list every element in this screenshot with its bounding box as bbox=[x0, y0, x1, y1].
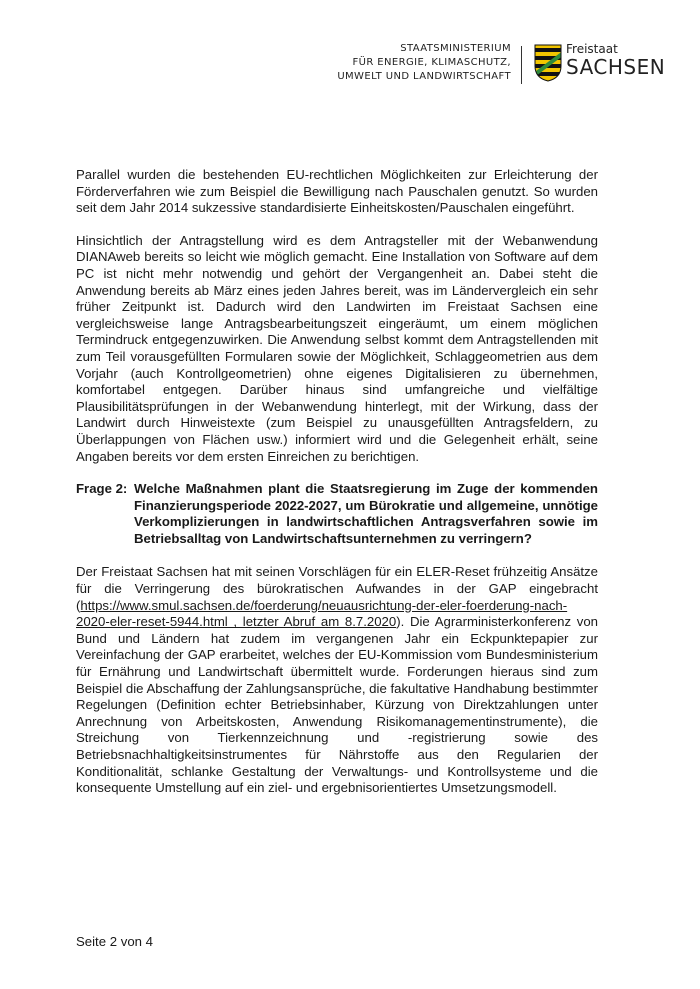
ministry-line-2: FÜR ENERGIE, KLIMASCHUTZ, bbox=[352, 57, 511, 68]
saxony-crest-icon bbox=[534, 44, 562, 82]
paragraph-2: Hinsichtlich der Antragstellung wird es dem Antragsteller mit der Webanwendung DIANAweb bereits so leicht wie möglich gemacht. Eine Installation von Software auf dem PC ist nicht mehr notwendig und gehört der Vergangenheit an. Dabei steht die Anwendung bereits ab März eines jeden Jahres bereit, was im Ländervergleich ein sehr früher Zeitpunkt ist. Dadurch wird den Landwirten im Freistaat Sachsen eine vergleichsweise lange Antragsbearbeitungszeit eingeräumt, um einem möglichen Termindruck entgegenzuwirken. Die Anwendung selbst kommt dem Antragstellenden mit zum Teil vorausgefüllten Formularen sowie der Möglichkeit, Schlaggeometrien aus dem Vorjahr (auch Kontrollgeometrien) ohne eigenes Digitalisieren zu übernehmen, komfortabel entgegen. Darüber hinaus sind umfangreiche und vielfältige Plausibilitätsprüfungen in der Webanwendung hinterlegt, mit der Wirkung, dass der Landwirt durch Hinweistexte (zum Beispiel zu unausgefüllten Antragsfeldern, zu Überlappungen von Flächen usw.) informiert wird und die Gelegenheit erhält, seine Angaben bereits vor dem ersten Einreichen zu berichtigen. bbox=[76, 232, 598, 464]
brand-main: SACHSEN bbox=[566, 55, 666, 79]
page-number: Seite 2 von 4 bbox=[76, 934, 153, 949]
brand-top: Freistaat bbox=[566, 42, 618, 56]
document-body bbox=[76, 167, 598, 797]
ministry-name bbox=[337, 42, 511, 84]
paragraph-3-end: ). Die Agrarministerkonferenz von Bund und Ländern hat zudem im vergangenen Jahr ein Eckpunktepapier zur Vereinfachung der GAP erarbeitet, welches der EU-Kommission vom Bundesministerium für Ernährung und Landwirtschaft übermittelt wurde. Forderungen hieraus sind zum Beispiel die Abschaffung der Zahlungsansprüche, die fakultative Handhabung bestimmter Regelungen (Definition echter Betriebsinhaber, Kürzung von Direktzahlungen unter Anrechnung von Arbeitskosten, Anwendung Risikomanagementinstrumente), die Streichung von Tierkennzeichnung und -registrierung sowie des Betriebsnachhaltigkeitsinstrumentes für Nährstoffe aus den Regularien der Konditionalität, schlanke Gestaltung der Verwaltungs- und Kontrollsysteme und die konsequente Umstellung auf ein ziel- und ergebnisorientiertes Umsetzungsmodell. bbox=[76, 614, 598, 796]
source-link[interactable]: https://www.smul.sachsen.de/foerderung/neuausrichtung-der-eler-foerderung-nach-2020-eler-reset-5944.html , letzter Abruf am 8.7.2020 bbox=[76, 597, 568, 630]
brand-wordmark bbox=[566, 42, 665, 78]
question-text: Welche Maßnahmen plant die Staatsregierung im Zuge der kommenden Finanzierungsperiode 2022-2027, um Bürokratie und allgemeine, unnötige Verkomplizierungen in landwirtschaftlichen Antragsverfahren sowie im Betriebsalltag von Landwirtschaftsunternehmen zu verringern? bbox=[134, 481, 598, 546]
paragraph-1: Parallel wurden die bestehenden EU-rechtlichen Möglichkeiten zur Erleichterung der Förderverfahren wie zum Beispiel die Bewilligung nach Pauschalen genutzt. So wurden seit dem Jahr 2014 sukzessive standardisierte Einheitskosten/Pauschalen eingeführt. bbox=[76, 167, 598, 216]
ministry-line-1: STAATSMINISTERIUM bbox=[400, 43, 511, 54]
letterhead bbox=[0, 42, 700, 92]
question-block bbox=[76, 481, 598, 547]
question-label: Frage 2: bbox=[76, 481, 128, 497]
paragraph-3-start: Der Freistaat Sachsen hat mit seinen Vorschlägen für ein ELER-Reset frühzeitig Ansätze für die Verringerung des bürokratischen Aufwandes in der GAP eingebracht ( bbox=[76, 564, 598, 613]
paragraph-3 bbox=[76, 564, 598, 796]
header-divider bbox=[521, 46, 522, 84]
ministry-line-3: UMWELT UND LANDWIRTSCHAFT bbox=[337, 71, 511, 82]
